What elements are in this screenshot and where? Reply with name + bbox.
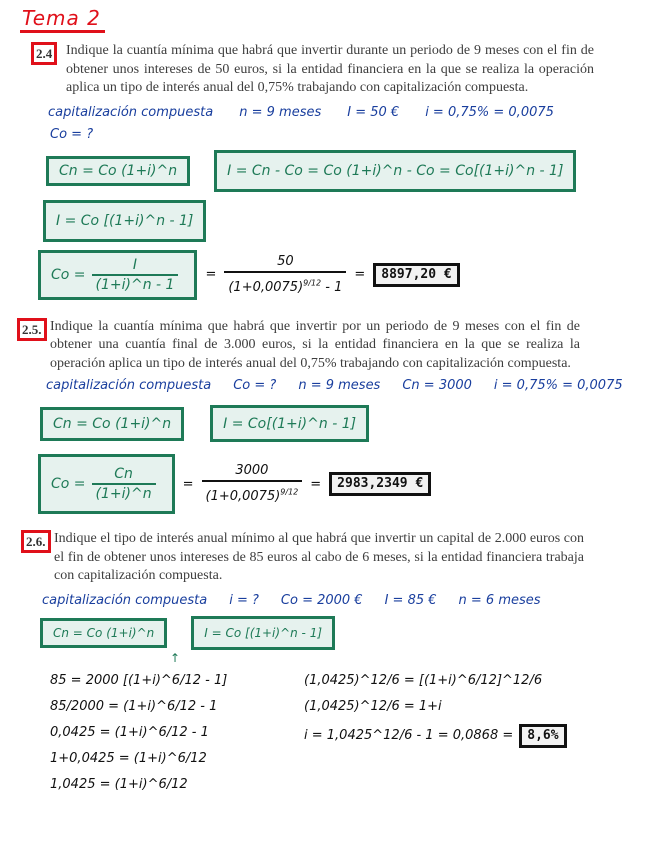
numerator: Cn [114, 466, 133, 482]
result-box: 2983,2349 € [329, 472, 431, 496]
denominator: (1+i)^n [92, 483, 156, 503]
formula-box: Cn = Co (1+i)^n [40, 618, 167, 648]
formula-box: I = Cn - Co = Co (1+i)^n - Co = Co[(1+i)^n - 1] [214, 150, 576, 192]
note: I = 85 € [384, 592, 437, 608]
exercise-number: 2.4 [31, 42, 57, 65]
denominator: (1+0,0075) [205, 489, 281, 504]
note: Cn = 3000 [402, 378, 472, 393]
solution-formula-box [38, 454, 175, 514]
note: Co = 2000 € [280, 592, 363, 608]
exercise-2-5 [0, 318, 656, 515]
formula-box: I = Co[(1+i)^n - 1] [210, 405, 369, 442]
equals-sign: = [205, 267, 217, 282]
exercise-statement: Indique la cuantía mínima que habrá que invertir por un periodo de 9 meses con el fin de obtener una cuantía final de 3.000 euros, si la entidad financiera en la que se realiza la operación aplica un tipo de interés anual del 0,75% trabajando con capitalización compuesta. [50, 318, 580, 371]
exponent: 9/12 [303, 278, 322, 288]
notes-row [46, 377, 656, 395]
equals-sign: = [182, 476, 194, 492]
step: (1,0425)^12/6 = [(1+i)^6/12]^12/6 [304, 672, 543, 688]
lhs: Co = [51, 476, 86, 492]
substitution [224, 253, 346, 297]
note: capitalización compuesta [48, 104, 214, 120]
arrow-icon: ↑ [170, 650, 181, 665]
exponent: 9/12 [280, 487, 299, 497]
denominator: (1+0,0075) [228, 279, 304, 295]
step: 1,0425 = (1+i)^6/12 [50, 776, 188, 792]
numerator: 3000 [235, 463, 269, 478]
note: I = 50 € [347, 104, 400, 120]
notes-row [48, 104, 656, 122]
denominator: (1+i)^n - 1 [92, 274, 179, 294]
formula-box: I = Co [(1+i)^n - 1] [191, 616, 335, 650]
steps-left [50, 672, 280, 794]
note: Co = ? [233, 378, 277, 393]
equals-sign: = [354, 267, 366, 282]
note: i = ? [229, 592, 259, 608]
note: n = 6 meses [458, 592, 541, 608]
solution-formula-box [38, 250, 197, 300]
step: 0,0425 = (1+i)^6/12 - 1 [50, 724, 209, 740]
exercise-statement: Indique la cuantía mínima que habrá que invertir durante un periodo de 9 meses con el fin de obtener unos intereses de 50 euros, si la entidad financiera en la que se realiza la operación aplica un tipo de interés anual del 0,75% trabajando con capitalización compuesta. [66, 43, 594, 95]
step: 1+0,0425 = (1+i)^6/12 [50, 750, 207, 766]
step: 85 = 2000 [(1+i)^6/12 - 1] [50, 672, 228, 688]
numerator: 50 [277, 253, 294, 269]
note: Co = ? [50, 126, 94, 142]
notes-row [42, 592, 656, 610]
note: capitalización compuesta [42, 592, 208, 608]
formula-box: I = Co [(1+i)^n - 1] [43, 200, 206, 242]
exercise-2-6 [0, 530, 656, 814]
steps-right [304, 672, 567, 748]
note: n = 9 meses [298, 378, 381, 393]
title-area [0, 0, 656, 36]
substitution [202, 462, 303, 506]
note: capitalización compuesta [46, 378, 212, 393]
result-box: 8897,20 € [373, 263, 459, 287]
note: i = 0,75% = 0,0075 [493, 378, 623, 393]
numerator: I [132, 256, 138, 273]
exercise-statement: Indique el tipo de interés anual mínimo al que habrá que invertir un capital de 2.000 euros con el fin de obtener unos intereses de 85 euros al cabo de 6 meses, si la entidad financiera trabaja con capitalización compuesta. [54, 531, 584, 583]
denominator-tail: - 1 [325, 279, 343, 295]
exercise-number: 2.6. [21, 530, 51, 553]
step: i = 1,0425^12/6 - 1 = 0,0868 = [304, 727, 514, 743]
equals-sign: = [310, 476, 322, 492]
result-box: 8,6% [519, 724, 566, 748]
step: 85/2000 = (1+i)^6/12 - 1 [50, 698, 218, 714]
lhs: Co = [51, 266, 86, 283]
step: (1,0425)^12/6 = 1+i [304, 698, 442, 714]
note: n = 9 meses [239, 104, 322, 120]
formula-box: Cn = Co (1+i)^n [40, 407, 184, 441]
exercise-number: 2.5. [17, 318, 47, 341]
note: i = 0,75% = 0,0075 [425, 104, 554, 120]
formula-box: Cn = Co (1+i)^n [46, 156, 190, 186]
exercise-2-4 [0, 42, 656, 300]
page-title: Tema 2 [20, 6, 105, 33]
